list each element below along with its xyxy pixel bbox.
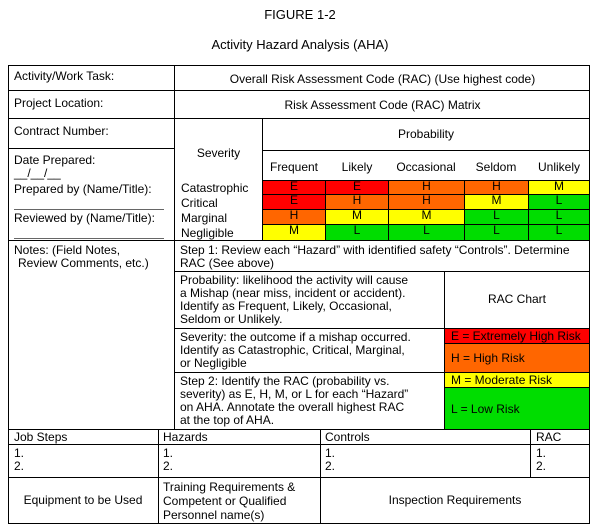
probability-level: Seldom [475, 160, 517, 174]
rac-cell: H [262, 209, 326, 225]
inspection-requirements-label: Inspection Requirements [388, 493, 522, 507]
notes-label-line2: Review Comments, etc.) [18, 256, 149, 270]
rac-cell: M [325, 209, 389, 225]
probability-definition: Identify as Frequent, Likely, Occasional, [180, 299, 392, 313]
rac-cell: L [528, 209, 590, 225]
project-location-label: Project Location: [14, 96, 104, 110]
rac-legend-low [444, 387, 590, 430]
rac-cell: H [388, 180, 465, 195]
rac-cell: L [388, 224, 465, 241]
step2-text: Step 2: Identify the RAC (probability vs. [180, 374, 390, 388]
rac-cell: H [464, 180, 529, 195]
hazard-item-2[interactable]: 2. [163, 459, 174, 473]
rac-legend-extremely-high [444, 328, 590, 344]
hazard-item-1[interactable]: 1. [163, 446, 174, 460]
rac-cell: M [464, 194, 529, 210]
probability-level: Frequent [269, 160, 319, 174]
rac-item-2[interactable]: 2. [536, 459, 547, 473]
training-requirements-label: Competent or Qualified [163, 494, 287, 508]
date-prepared-label: Date Prepared: [14, 153, 96, 167]
rac-cell: M [388, 209, 465, 225]
activity-label: Activity/Work Task: [14, 69, 115, 83]
training-requirements-label: Training Requirements & [163, 480, 296, 494]
rac-legend-high-label: H = High Risk [451, 351, 525, 365]
column-rac: RAC [536, 430, 562, 444]
rac-legend-moderate-label: M = Moderate Risk [451, 373, 553, 387]
severity-level: Negligible [181, 226, 234, 240]
severity-header: Severity [196, 146, 241, 160]
probability-header: Probability [397, 127, 455, 141]
rac-cell: E [262, 194, 326, 210]
figure-label: FIGURE 1-2 [264, 7, 336, 22]
step1-line1: Step 1: Review each “Hazard” with identified safety “Controls”. Determine [180, 243, 570, 257]
page-title: Activity Hazard Analysis (AHA) [211, 37, 389, 52]
equipment-label: Equipment to be Used [23, 493, 143, 507]
rac-cell: L [464, 224, 529, 241]
control-item-1[interactable]: 1. [325, 446, 336, 460]
severity-level: Marginal [181, 211, 228, 225]
rac-cell: L [325, 224, 389, 241]
rac-cell: M [262, 224, 326, 241]
contract-number-label: Contract Number: [14, 124, 109, 138]
rac-legend-high [444, 343, 590, 373]
column-job-steps: Job Steps [14, 430, 68, 444]
probability-definition: Seldom or Unlikely. [180, 312, 283, 326]
rac-cell: E [325, 180, 389, 195]
control-item-2[interactable]: 2. [325, 459, 336, 473]
column-hazards: Hazards [163, 430, 208, 444]
date-blank: __/__/__ [14, 166, 61, 180]
step2-text: on AHA. Annotate the overall highest RAC [180, 400, 405, 414]
severity-level: Catastrophic [181, 181, 249, 195]
rac-cell: L [528, 194, 590, 210]
job-step-item-1[interactable]: 1. [14, 446, 25, 460]
severity-definition: or Negligible [180, 356, 247, 370]
overall-rac-label: Overall Risk Assessment Code (RAC) (Use highest code) [229, 72, 536, 86]
rac-cell: H [325, 194, 389, 210]
rac-cell: E [262, 180, 326, 195]
rac-cell: L [528, 224, 590, 241]
reviewed-by-label: Reviewed by (Name/Title): [14, 211, 155, 225]
probability-definition: a Mishap (near miss, incident or accident). [180, 286, 406, 300]
step2-text: at the top of AHA. [180, 413, 275, 427]
rac-item-1[interactable]: 1. [536, 446, 547, 460]
rac-legend-extremely-high-label: E = Extremely High Risk [451, 329, 581, 343]
rac-chart-title: RAC Chart [487, 292, 546, 306]
prepared-by-label: Prepared by (Name/Title): [14, 182, 152, 196]
step1-line2: RAC (See above) [180, 256, 275, 270]
training-requirements-label: Personnel name(s) [163, 508, 265, 522]
rac-legend-low-label: L = Low Risk [451, 402, 520, 416]
rac-cell: H [388, 194, 465, 210]
probability-level: Likely [341, 160, 373, 174]
probability-definition: Probability: likelihood the activity will cause [180, 273, 409, 287]
notes-label-line1: Notes: (Field Notes, [14, 243, 121, 257]
probability-level: Unlikely [537, 160, 580, 174]
probability-level: Occasional [396, 160, 456, 174]
rac-matrix-title: Risk Assessment Code (RAC) Matrix [284, 98, 481, 112]
severity-definition: Identify as Catastrophic, Critical, Marginal, [180, 343, 405, 357]
severity-definition: Severity: the outcome if a mishap occurred. [180, 330, 411, 344]
rac-cell: L [464, 209, 529, 225]
rac-cell: M [528, 180, 590, 195]
step2-text: severity) as E, H, M, or L for each “Hazard” [180, 387, 409, 401]
job-step-item-2[interactable]: 2. [14, 459, 25, 473]
rac-legend-moderate [444, 372, 590, 388]
column-controls: Controls [325, 430, 370, 444]
severity-level: Critical [181, 196, 218, 210]
